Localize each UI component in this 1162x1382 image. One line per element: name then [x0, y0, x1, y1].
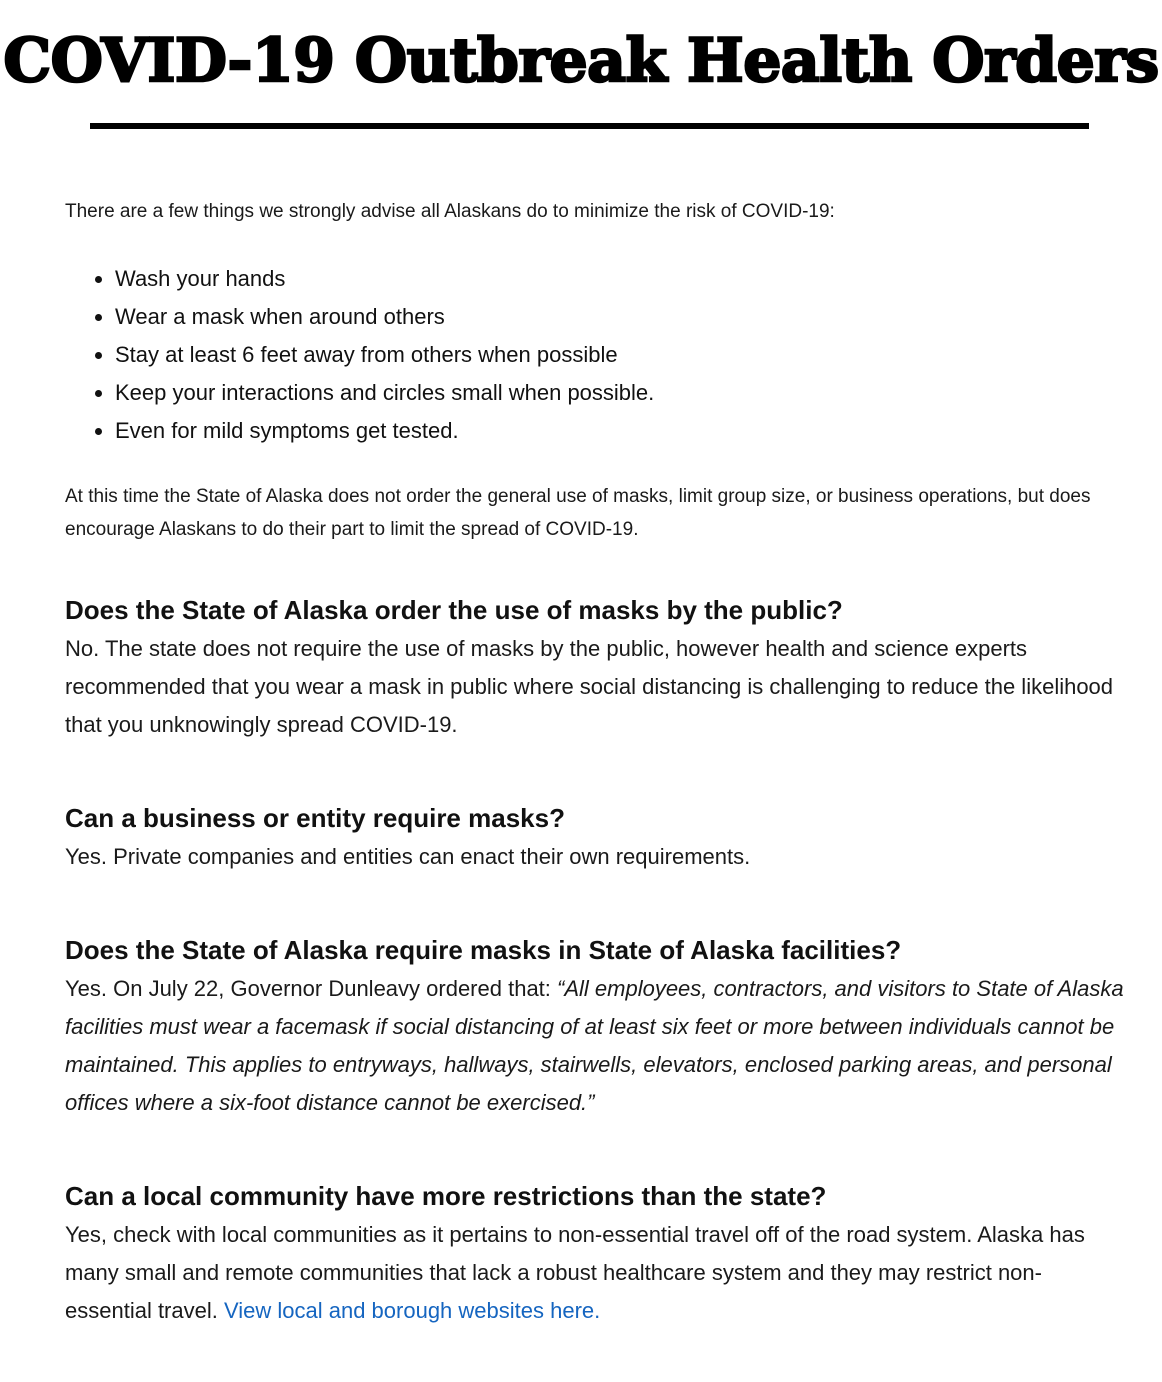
faq-answer: Yes. Private companies and entities can enact their own requirements.	[65, 844, 751, 869]
faq-local-restrictions	[65, 1176, 1125, 1330]
governor-order-quote: “All employees, contractors, and visitors to State of Alaska facilities must wear a facemask if social distancing of at least six feet or more between individuals cannot be maintained. This applies to entryways, hallways, stairwells, elevators, enclosed parking areas, and personal offices where a six-foot distance cannot be exercised.”	[65, 976, 1124, 1115]
faq-public-masks	[65, 590, 1125, 744]
title-divider	[90, 123, 1089, 129]
list-item: • Keep your interactions and circles small when possible.	[115, 374, 1125, 412]
list-item: • Wash your hands	[115, 260, 1125, 298]
advice-list	[65, 260, 1125, 450]
faq-answer: No. The state does not require the use of masks by the public, however health and science experts recommended that you wear a mask in public where social distancing is challenging to reduce the likelihood that you unknowingly spread COVID-19.	[65, 636, 1114, 737]
faq-state-facilities	[65, 930, 1125, 1122]
faq-answer	[65, 970, 1125, 1122]
local-websites-link[interactable]: View local and borough websites here.	[223, 1298, 601, 1323]
faq-answer	[65, 1216, 1125, 1330]
faq-question: Does the State of Alaska order the use of masks by the public?	[65, 595, 843, 625]
page-title: COVID-19 Outbreak Health Orders	[3, 26, 1159, 96]
faq-question: Does the State of Alaska require masks in State of Alaska facilities?	[65, 935, 902, 965]
faq-question: Can a business or entity require masks?	[65, 803, 565, 833]
list-item: • Stay at least 6 feet away from others when possible	[115, 336, 1125, 374]
faq-answer-prefix: Yes. On July 22, Governor Dunleavy ordered that:	[65, 976, 558, 1001]
intro-text: There are a few things we strongly advise all Alaskans do to minimize the risk of COVID-19:	[65, 201, 835, 222]
list-item: • Wear a mask when around others	[115, 298, 1125, 336]
faq-business-masks	[65, 798, 1125, 876]
state-notice: At this time the State of Alaska does not order the general use of masks, limit group size, or business operations, but does encourage Alaskans to do their part to limit the spread of COVID-19.	[65, 486, 1091, 540]
main-content	[65, 196, 1125, 1330]
faq-answer-prefix: Yes, check with local communities as it pertains to non-essential travel off of the road system. Alaska has many small and remote communities that lack a robust healthcare system and they may restrict non-essential travel.	[65, 1222, 1085, 1323]
list-item: • Even for mild symptoms get tested.	[115, 412, 1125, 450]
faq-question: Can a local community have more restrictions than the state?	[65, 1181, 827, 1211]
